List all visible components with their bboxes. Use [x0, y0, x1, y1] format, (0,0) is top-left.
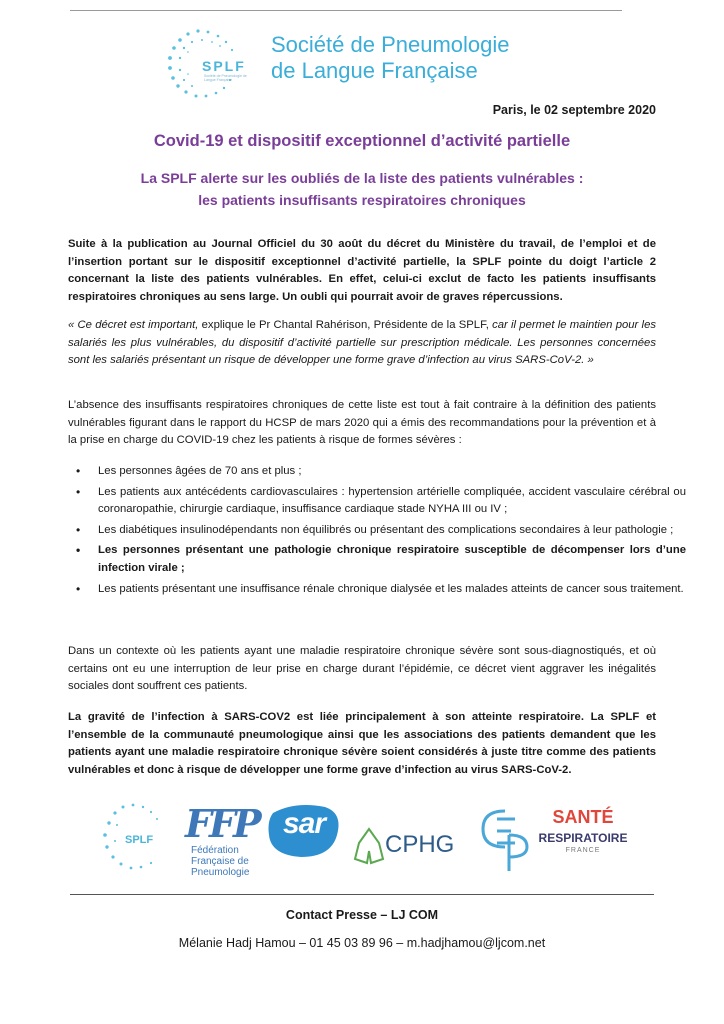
sar-partner-logo [265, 801, 343, 863]
subtitle-line1: La SPLF alerte sur les oubliés de la liste des patients vulnérables : [140, 170, 584, 186]
sar-label: sar [283, 807, 326, 840]
splf-logo [158, 22, 538, 102]
analysis-paragraph: Dans un contexte où les patients ayant une maladie respiratoire chronique sévère sont sous-diagnostiqués, et où certains ont eu une interruption de leur prise en charge durant l’épidémie, ce décret vient aggraver les inégalités sociales dont souffrent ces patients. [68, 645, 656, 693]
respiratoire-label: RESPIRATOIRE [538, 831, 628, 845]
organization-name-line2: de Langue Française [271, 58, 478, 83]
quote-paragraph [68, 317, 656, 370]
context-paragraph: L’absence des insuffisants respiratoires chroniques de cette liste est tout à fait contraire à la définition des patients vulnérables figurant dans le rapport du HCSP de mars 2020 qui a émis des recommandations pour la prévention et à la prise en charge du COVID-19 chez les patients à risque de formes sévères : [68, 399, 656, 447]
conclusion-paragraph: La gravité de l’infection à SARS-COV2 est liée principalement à son atteinte respiratoire. La SPLF et l’ensemble de la communauté pneumologique ainsi que les associations des patients demandent que les patients ayant une maladie respiratoire chronique sévère soient considérés à juste titre comme des patients vulnérables et donc à risque de développer une forme grave d’infection au virus SARS-CoV-2. [68, 711, 656, 776]
intro-paragraph: Suite à la publication au Journal Officiel du 30 août du décret du Ministère du travail, de l’emploi et de l’insertion portant sur le dispositif exceptionnel d’activité partielle, la SPLF pointe du doigt l’article 2 concernant la liste des patients vulnérables. En effet, celui-ci exclut de facto les patients insuffisants respiratoires chroniques au sens large. Un oubli qui pourrait avoir de graves répercussions. [68, 238, 656, 303]
quote-part1: « Ce décret est important, [68, 319, 199, 331]
list-item: • Les diabétiques insulinodépendants non équilibrés ou présentant des complications secondaires à leur pathologie ; [98, 522, 686, 540]
france-label: FRANCE [565, 847, 601, 854]
top-rule [70, 10, 622, 11]
cep-mark-icon [475, 805, 531, 875]
contact-details: Mélanie Hadj Hamou – 01 45 03 89 96 – m.hadjhamou@ljcom.net [178, 936, 546, 950]
page-subtitle [0, 167, 724, 211]
splf-partner-logo [95, 797, 175, 877]
ffp-mark: FFP [185, 801, 259, 846]
logo-abbreviation: SPLF [202, 58, 246, 74]
splf-partner-label: SPLF [125, 834, 154, 846]
ffp-label: Fédération Française de Pneumologie [191, 845, 250, 878]
cphg-partner-logo [353, 823, 471, 873]
document-date: Paris, le 02 septembre 2020 [492, 103, 656, 117]
partner-logos [95, 795, 635, 885]
page-title: Covid-19 et dispositif exceptionnel d’activité partielle [153, 132, 571, 150]
vulnerable-patients-list [68, 463, 686, 601]
contact-title: Contact Presse – LJ COM [285, 908, 439, 922]
list-item: • Les personnes âgées de 70 ans et plus ; [98, 463, 686, 481]
lungs-icon [353, 823, 387, 867]
list-item: • Les personnes présentant une pathologie chronique respiratoire susceptible de décompenser lors d’une infection virale ; [98, 542, 686, 577]
logo-tagline: Société de Pneumologie de Langue Française [204, 74, 247, 82]
list-item: • Les patients présentant une insuffisance rénale chronique dialysée et les malades atteints de cancer sous traitement. [98, 581, 686, 599]
subtitle-line2: les patients insuffisants respiratoires chroniques [198, 192, 526, 208]
ffp-partner-logo [185, 801, 257, 881]
list-item: • Les patients aux antécédents cardiovasculaires : hypertension artérielle compliquée, accident vasculaire cérébral ou coronaropathie, chirurgie cardiaque, insuffisance cardiaque stade NYHA III ou IV ; [98, 484, 686, 519]
bottom-rule [70, 894, 654, 895]
sante-respiratoire-partner-logo [533, 807, 633, 869]
cep-partner-logo [475, 805, 531, 875]
sante-label: SANTÉ [552, 807, 614, 827]
organization-name-line1: Société de Pneumologie [271, 32, 510, 57]
quote-part2: explique le Pr Chantal Rahérison, Présidente de la SPLF, [198, 319, 493, 331]
splf-sphere-icon [95, 797, 175, 877]
cphg-label: CPHG [385, 831, 455, 858]
quote-part3: car il permet le maintien pour les salariés les plus vulnérables, du dispositif d’activité partielle sur prescription médicale. Les personnes concernées sont les salariés présentant un risque de développer une forme grave d’infection au virus SARS-CoV-2. » [68, 319, 656, 367]
organization-name [271, 32, 510, 84]
